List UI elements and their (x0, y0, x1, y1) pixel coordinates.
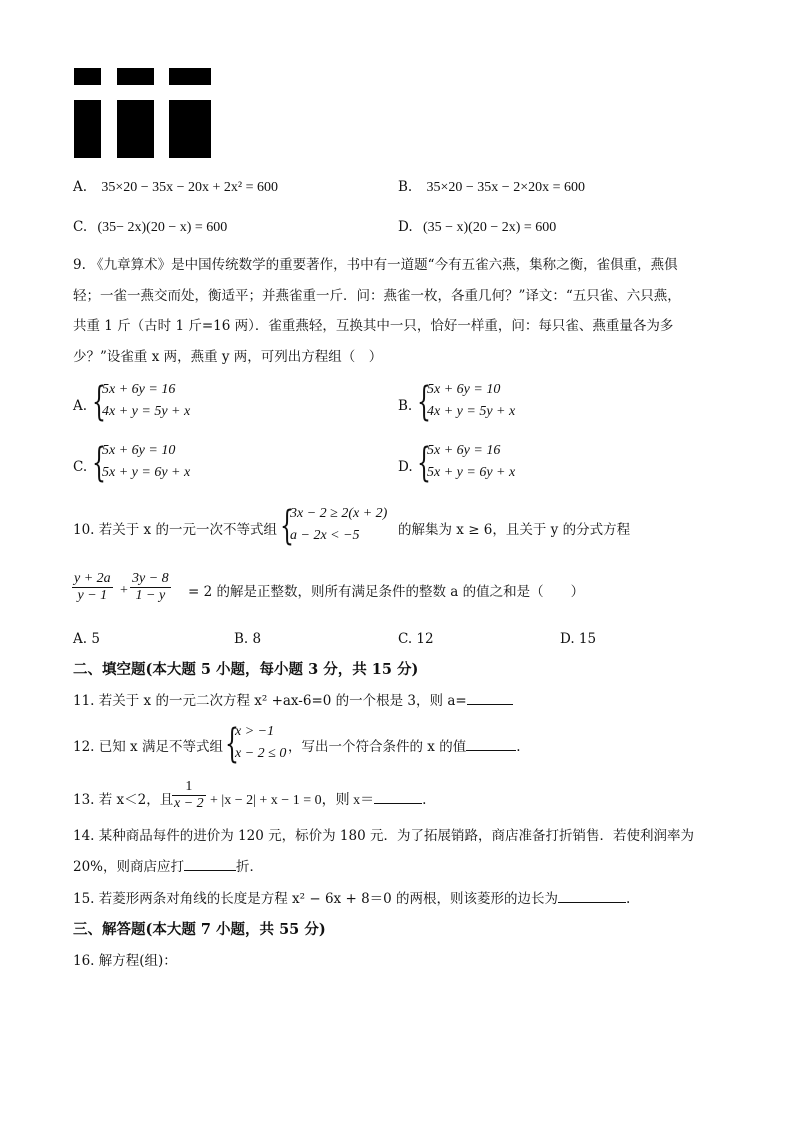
equation-line: 4x + y = 5y + x (427, 404, 516, 419)
equation-line: 5x + y = 6y + x (102, 465, 191, 480)
option-label: D. (398, 219, 413, 235)
q9-line-2: 轻；一雀一燕交而处，衡适平；并燕雀重一斤．问：燕雀一枚，各重几何？”译文：“五只雀、六只燕， (73, 288, 681, 304)
q10-suffix: 的解集为 x ≥ 6，且关于 y 的分式方程 (398, 522, 631, 538)
q12-suffix-text: ，写出一个符合条件的 x 的值 (288, 739, 467, 755)
answer-blank[interactable] (467, 692, 513, 705)
option-label: C. (73, 219, 88, 235)
option-expression: 35×20 − 35x − 2×20x = 600 (426, 180, 585, 195)
left-brace-icon: { (417, 379, 431, 425)
option-expression: (35 − x)(20 − 2x) = 600 (422, 220, 557, 235)
equation-line: 5x + 6y = 16 (102, 382, 176, 397)
q10-option-d: D. 15 (560, 631, 597, 647)
option-expression: (35− 2x)(20 − x) = 600 (97, 220, 228, 235)
q14-text-end: 折． (236, 859, 264, 875)
option-expression: 35×20 − 35x − 20x + 2x² = 600 (101, 180, 279, 195)
inequality-line: x − 2 ≤ 0 (235, 746, 287, 761)
q10-prefix: 10. 若关于 x 的一元一次不等式组 (73, 522, 277, 538)
q10-option-a: A. 5 (73, 631, 100, 647)
q9-line-1: 9. 《九章算术》是中国传统数学的重要著作，书中有一道题“今有五雀六燕，集称之衡，雀俱重，燕俱 (73, 257, 678, 273)
q10-fraction-2 (130, 571, 171, 604)
equation-line: 5x + 6y = 10 (102, 443, 176, 458)
q12-prefix: 12. 已知 x 满足不等式组 (73, 739, 223, 755)
period: . (516, 739, 521, 755)
inequality-line: a − 2x < −5 (290, 528, 360, 543)
q8-option-b (398, 178, 585, 197)
q8-option-d (398, 218, 556, 237)
section-2-heading: 二、填空题(本大题 5 小题，每小题 3 分，共 15 分) (73, 661, 419, 678)
plus-sign: + (120, 583, 128, 598)
inequality-line: 3x − 2 ≥ 2(x + 2) (290, 506, 388, 521)
q14-text: 20%，则商店应打 (73, 859, 185, 875)
left-brace-icon: { (280, 503, 294, 549)
answer-blank[interactable] (374, 791, 422, 804)
q13-fraction (172, 779, 206, 812)
denominator: 1 − y (135, 588, 166, 603)
q11-text: 11. 若关于 x 的一元二次方程 x² +ax-6=0 的一个根是 3，则 a= (73, 693, 467, 709)
q15-text: 15. 若菱形两条对角线的长度是方程 x² − 6x + 8＝0 的两根，则该菱形的边长为 (73, 891, 559, 907)
numerator: y + 2a (74, 571, 111, 586)
numerator: 3y − 8 (132, 571, 169, 586)
left-brace-icon: { (417, 440, 431, 486)
equation-line: 5x + 6y = 16 (427, 443, 501, 458)
q9-option-d-label: D. (398, 459, 413, 475)
equation-line: 4x + y = 5y + x (102, 404, 191, 419)
q10-equation-tail: = 2 的解是正整数，则所有满足条件的整数 a 的值之和是（ ） (188, 584, 585, 600)
q15-question (73, 890, 630, 908)
q8-option-a (73, 178, 278, 197)
q9-line-4: 少？”设雀重 x 两，燕重 y 两，可列出方程组（ ） (73, 349, 383, 365)
q8-option-c (73, 218, 227, 237)
option-label: A. (73, 179, 88, 195)
option-label: B. (398, 179, 413, 195)
equation-line: 5x + y = 6y + x (427, 465, 516, 480)
q9-option-c-label: C. (73, 459, 88, 475)
q16-question: 16. 解方程(组)： (73, 953, 177, 969)
equation-line: 5x + 6y = 10 (427, 382, 501, 397)
answer-blank[interactable] (184, 858, 236, 871)
q14-line-1: 14. 某种商品每件的进价为 120 元，标价为 180 元．为了拓展销路，商店准备打折销售．若使利润率为 (73, 828, 694, 844)
q10-option-b: B. 8 (234, 631, 262, 647)
inequality-line: x > −1 (235, 724, 275, 739)
section-3-heading: 三、解答题(本大题 7 小题，共 55 分) (73, 921, 326, 938)
numerator: 1 (172, 779, 206, 796)
q9-option-a-label: A. (73, 398, 88, 414)
q9-line-3: 共重 1 斤（古时 1 斤=16 两）．雀重燕轻，互换其中一只，恰好一样重，问：每只雀、燕重量各为多 (73, 318, 674, 334)
q11-question (73, 692, 513, 710)
q14-line-2 (73, 858, 263, 876)
left-brace-icon: { (92, 379, 106, 425)
denominator: x − 2 (174, 796, 204, 811)
q13-expression: + |x − 2| + x − 1 = 0，则 x＝ (210, 793, 375, 808)
q13-prefix: 13. 若 x＜2，且 (73, 792, 174, 808)
answer-blank[interactable] (466, 738, 516, 751)
left-brace-icon: { (92, 440, 106, 486)
q10-fraction-1 (72, 571, 113, 604)
period: . (422, 792, 427, 808)
period: . (626, 891, 631, 907)
q13-tail (210, 791, 426, 810)
left-brace-icon: { (225, 721, 239, 767)
q10-option-c: C. 12 (398, 631, 434, 647)
q9-option-b-label: B. (398, 398, 413, 414)
q12-suffix (288, 738, 521, 756)
denominator: y − 1 (77, 588, 108, 603)
answer-blank[interactable] (558, 890, 626, 903)
